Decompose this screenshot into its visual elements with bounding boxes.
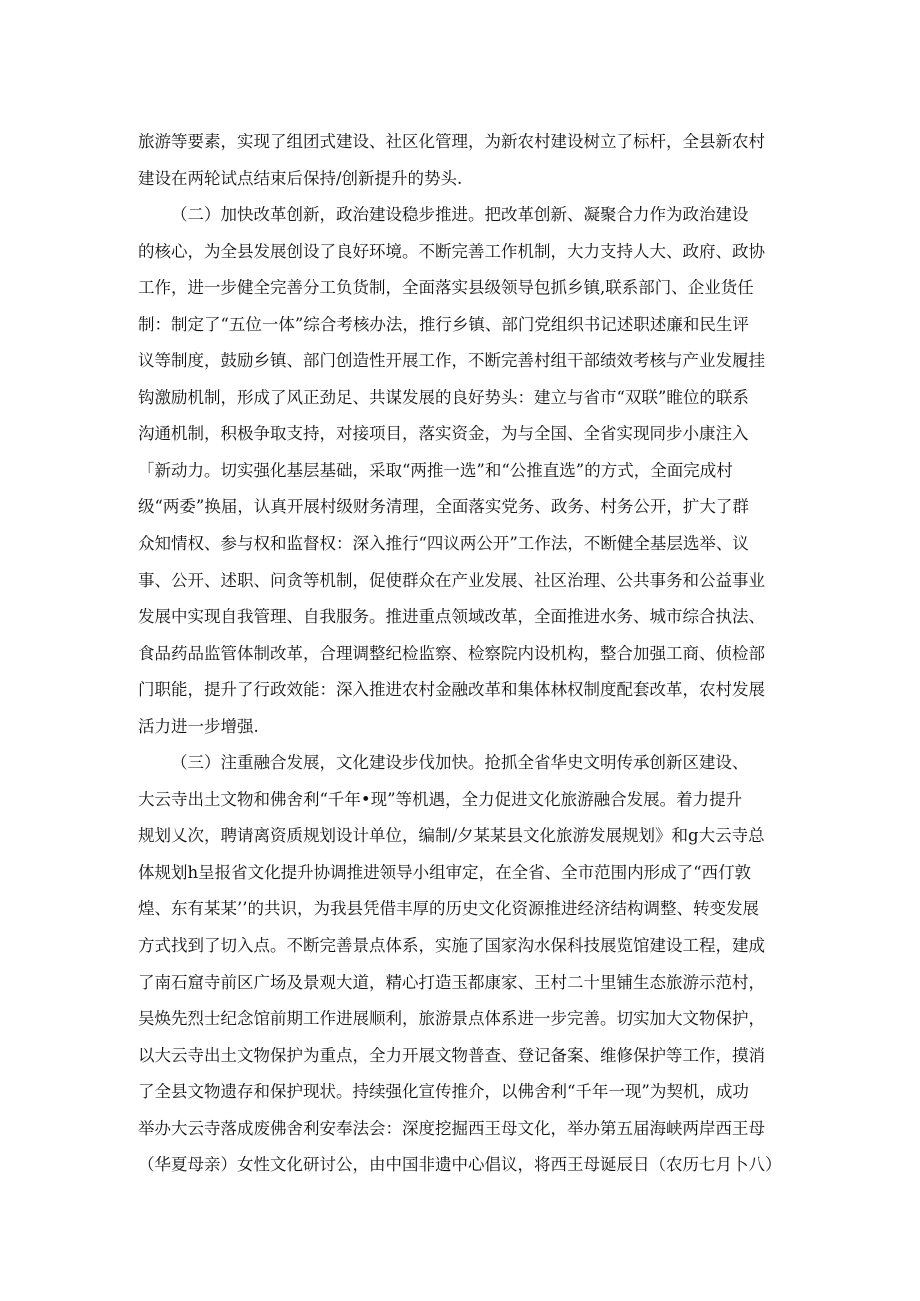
text-line: 的核心，为全县发展创设了良好环境。不断完善工作机制，大力支持人大、政府、政协 — [138, 241, 765, 261]
text-line: 建设在两轮试点结束后保持/创新提升的势头. — [138, 168, 463, 188]
text-line: 众知情权、参与权和监督权：深入推行“四议两公开”工作法，不断健全基层选举、议 — [138, 534, 749, 554]
text-line: （三）注重融合发展，文化建设步伐加快。抢抓全省华史文明传承创新区建设、 — [171, 753, 749, 773]
text-line: 旅游等要素，实现了组团式建设、社区化管理，为新农村建设树立了标杆，全县新农村 — [138, 132, 765, 151]
text-line: 发展中实现自我管理、自我服务。推进重点领域改革，全面推进水务、城市综合执法、 — [138, 607, 765, 627]
text-line: 议等制度，鼓励乡镇、部门创造性开展工作，不断完善村组干部绩效考核与产业发履挂 — [138, 351, 765, 371]
text-line: 沟通机制，积极争取支持，对接项目，落实资金，为与全国、全省实现同步小康注入 — [138, 424, 749, 444]
text-line: 了全县文物遗存和保护现状。持续强化宣传推介，以佛舍利“千年一现”为契机，成功 — [138, 1082, 749, 1102]
text-line: 方式找到了切入点。不断完善景点体系，实施了国家沟水保科技展览馆建设工程，建成 — [138, 936, 765, 956]
text-line: 门职能，提升了行政效能：深入推进农村金融改革和集体林权制度配套改革，农村发展 — [138, 680, 765, 700]
text-line: 「新动力。切实强化基层基础，采取“两推一选”和“公推直选”的方式，全面完成村 — [138, 460, 733, 480]
text-line: 举办大云寺落成废佛舍利安奉法会：深度挖掘西王母文化，举办第五届海峡两岸西王母 — [138, 1118, 765, 1138]
text-line: 工作，进一步健全完善分工负货制，全面落实县级领导包抓乡镇,联系部门、企业货任 — [138, 278, 754, 298]
text-line: 事、公开、述职、问贪等机制，促使群众在产业发展、社区治理、公共事务和公益事业 — [138, 570, 765, 590]
text-line: （二）加快改革创新，政治建设稳步推进。把改革创新、凝聚合力作为政治建设 — [171, 205, 749, 225]
text-line: （华夏母亲）女性文化研讨公，由中国非遗中心倡议，将西王母诞辰日（农历七月卜八） — [138, 1155, 782, 1175]
text-line: 以大云寺出土文物保护为重点，全力开展文物普查、登记备案、维修保护等工作，摸消 — [138, 1045, 765, 1065]
body-text — [138, 124, 788, 1184]
text-line: 规划乂次，聘请离资质规划设计单位，编制/夕某某县文化旅游发展规划》和g大云寺总 — [138, 826, 765, 846]
text-line: 活力进一步增强. — [138, 716, 259, 736]
text-line: 制：制定了“五位一体”综合考核办法，推行乡镇、部门党组织书记述职述廉和民生评 — [138, 314, 749, 334]
text-line: 大云寺出土文物和佛舍利“千年•现”等机遇，全力促进文化旅游融合发展。着力提升 — [138, 789, 743, 809]
text-line: 级“两委”换届，认真开展村级财务清理，全面落实党务、政务、村务公开，扩大了群 — [138, 497, 749, 517]
text-line: 煌、东有某某’’的共识，为我县凭借丰厚的历史文化资源推进经济结构调整、转变发展 — [138, 899, 759, 919]
text-line: 吴焕先烈士纪念馆前期工作进展顺利，旅游景点体系进一步完善。切实加大文物保护， — [138, 1009, 765, 1029]
text-line: 钩激励机制，形成了风正劲足、共谋发展的良好势头：建立与省市“双联”睢位的联系 — [138, 387, 749, 407]
text-line: 食品药品监管体制改革，合理调整纪检监察、检察院内设机构，整合加强工商、侦检部 — [138, 643, 765, 663]
text-line: 了南石窟寺前区广场及景观大道，精心打造玉都康家、王村二十里铺生态旅游示范村， — [138, 972, 765, 992]
text-line: 体规划h呈报省文化提升协调推进领导小组审定，在全省、全市范围内形成了“西仃敦 — [138, 862, 752, 882]
